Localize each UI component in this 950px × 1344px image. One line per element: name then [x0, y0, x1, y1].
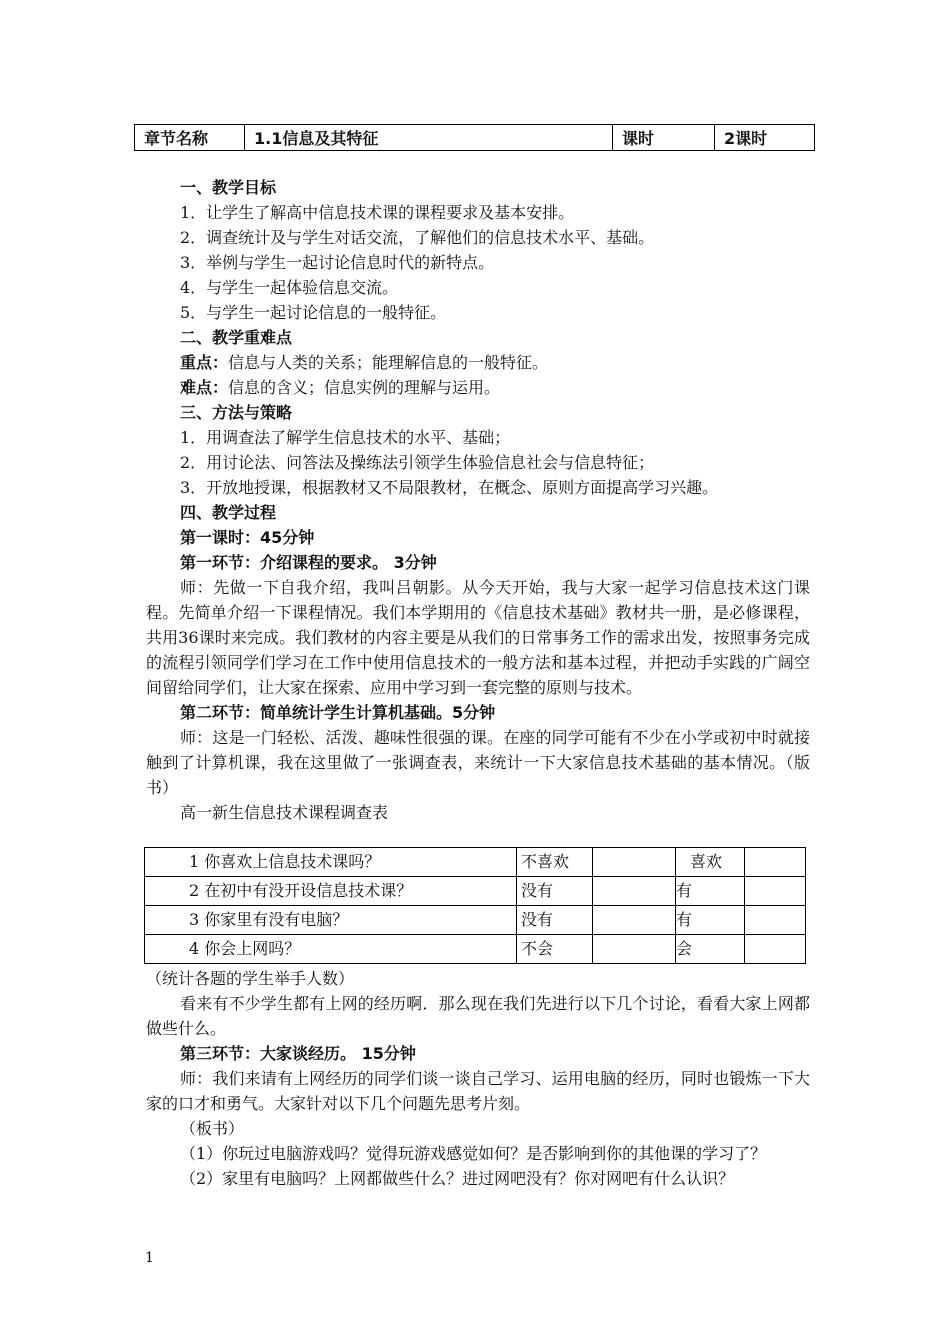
document-body-continued — [146, 966, 810, 1191]
survey-option-a: 不会 — [517, 935, 593, 964]
survey-question: 3 你家里有没有电脑？ — [145, 906, 517, 935]
survey-option-a: 没有 — [517, 906, 593, 935]
chapter-label: 章节名称 — [135, 125, 245, 151]
objective-item: 3．举例与学生一起讨论信息时代的新特点。 — [180, 253, 495, 272]
survey-row — [145, 877, 806, 906]
transition-text: 看来有不少学生都有上网的经历啊．那么现在我们先进行以下几个讨论，看看大家上网都做些什么。 — [146, 994, 810, 1038]
survey-count-a — [593, 906, 676, 935]
survey-row — [145, 935, 806, 964]
method-item: 2．用讨论法、问答法及操练法引领学生体验信息社会与信息特征； — [180, 453, 655, 472]
focus-line — [146, 350, 810, 375]
survey-question: 1 你喜欢上信息技术课吗？ — [145, 848, 517, 877]
key-points-title: 二、教学重难点 — [180, 328, 293, 347]
survey-question: 2 在初中有没开设信息技术课？ — [145, 877, 517, 906]
document-body — [146, 175, 810, 825]
process-title: 四、教学过程 — [180, 503, 277, 522]
survey-option-a: 不喜欢 — [517, 848, 593, 877]
survey-count-b — [745, 935, 806, 964]
step2-title: 第二环节：简单统计学生计算机基础。5分钟 — [180, 703, 496, 722]
lesson1-heading: 第一课时：45分钟 — [180, 528, 315, 547]
survey-option-b: 有 — [676, 906, 745, 935]
objective-item: 5．与学生一起讨论信息的一般特征。 — [180, 303, 447, 322]
survey-option-b: 有 — [676, 877, 745, 906]
difficulty-line — [146, 375, 810, 400]
survey-count-a — [593, 935, 676, 964]
page-number: 1 — [145, 1250, 154, 1266]
objective-item: 1．让学生了解高中信息技术课的课程要求及基本安排。 — [180, 203, 575, 222]
difficulty-label: 难点： — [180, 378, 229, 397]
survey-count-b — [745, 848, 806, 877]
method-item: 1．用调查法了解学生信息技术的水平、基础； — [180, 428, 511, 447]
difficulty-text: 信息的含义；信息实例的理解与运用。 — [228, 378, 501, 397]
survey-table — [144, 847, 806, 964]
survey-row — [145, 848, 806, 877]
focus-text: 信息与人类的关系；能理解信息的一般特征。 — [228, 353, 549, 372]
step2-text: 师：这是一门轻松、活泼、趣味性很强的课。在座的同学可能有不少在小学或初中时就接触到了计算机课，我在这里做了一张调查表，来统计一下大家信息技术基础的基本情况。（版书） — [146, 728, 810, 797]
survey-option-b: 会 — [676, 935, 745, 964]
survey-question: 4 你会上网吗？ — [145, 935, 517, 964]
objective-item: 4．与学生一起体验信息交流。 — [180, 278, 399, 297]
hours-value: 2课时 — [715, 125, 815, 151]
objective-item: 2．调查统计及与学生对话交流，了解他们的信息技术水平、基础。 — [180, 228, 655, 247]
question-1: （1）你玩过电脑游戏吗？觉得玩游戏感觉如何？是否影响到你的其他课的学习了？ — [180, 1144, 767, 1163]
step3-title: 第三环节：大家谈经历。 15分钟 — [180, 1044, 416, 1063]
question-2: （2）家里有电脑吗？上网都做些什么？进过网吧没有？你对网吧有什么认识？ — [180, 1169, 735, 1188]
board-note: （板书） — [180, 1119, 245, 1138]
survey-count-b — [745, 877, 806, 906]
step3-text: 师：我们来请有上网经历的同学们谈一谈自己学习、运用电脑的经历，同时也锻炼一下大家的口才和勇气。大家针对以下几个问题先思考片刻。 — [146, 1069, 810, 1113]
survey-option-a: 没有 — [517, 877, 593, 906]
survey-option-b: 喜欢 — [676, 848, 745, 877]
objectives-title: 一、教学目标 — [180, 178, 277, 197]
survey-note: （统计各题的学生举手人数） — [146, 969, 355, 988]
chapter-value: 1.1信息及其特征 — [245, 125, 613, 151]
hours-label: 课时 — [613, 125, 715, 151]
methods-title: 三、方法与策略 — [180, 403, 293, 422]
survey-count-b — [745, 906, 806, 935]
step1-title: 第一环节：介绍课程的要求。 3分钟 — [180, 553, 437, 572]
survey-title: 高一新生信息技术课程调查表 — [180, 803, 389, 822]
chapter-header-table — [134, 124, 815, 151]
survey-row — [145, 906, 806, 935]
focus-label: 重点： — [180, 353, 229, 372]
step1-text: 师：先做一下自我介绍，我叫吕朝影。从今天开始，我与大家一起学习信息技术这门课程。先简单介绍一下课程情况。我们本学期用的《信息技术基础》教材共一册，是必修课程，共用36课时来完成。我们教材的内容主要是从我们的日常事务工作的需求出发，按照事务完成的流程引领同学们学习在工作中使用信息技术的一般方法和基本过程，并把动手实践的广阔空间留给同学们，让大家在探索、应用中学习到一套完整的原则与技术。 — [146, 578, 810, 697]
method-item: 3．开放地授课，根据教材又不局限教材，在概念、原则方面提高学习兴趣。 — [180, 478, 719, 497]
survey-count-a — [593, 848, 676, 877]
survey-count-a — [593, 877, 676, 906]
